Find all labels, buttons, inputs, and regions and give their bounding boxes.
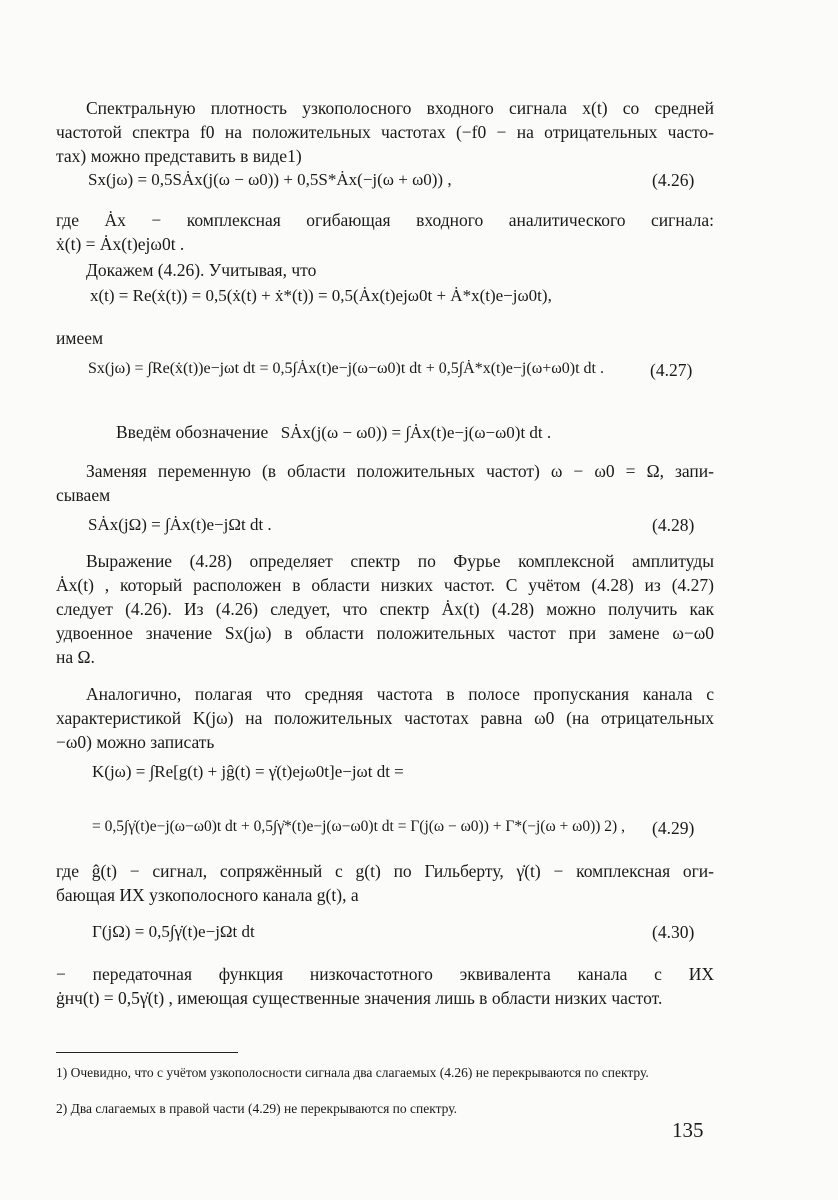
footnote-1: 1) Очевидно, что с учётом узкополосности сигнала два слагаемых (4.26) не перекрываются по спектру. [56,1065,649,1080]
paragraph-intro [56,96,714,168]
formula-definition: SȦx(j(ω − ω0)) = ∫Ȧx(t)e−j(ω−ω0)t dt . [280,423,552,442]
page-number: 135 [672,1118,704,1142]
formula-4-30: Γ(jΩ) = 0,5∫γ̇(t)e−jΩt dt [92,922,255,941]
text-line: ġнч(t) = 0,5γ̇(t) , имеющая существенные значения лишь в области низких частот. [56,988,663,1008]
text-line: сываем [56,485,111,505]
formula-4-28: SȦx(jΩ) = ∫Ȧx(t)e−jΩt dt . [88,515,272,534]
text-line: Спектральную плотность узкополосного входного сигнала x(t) со средней [86,98,714,118]
text-line: тах) можно представить в виде1) [56,146,302,166]
formula-4-29-line1: K(jω) = ∫Re[g(t) + jĝ(t) = γ̇(t)ejω0t]e−jωt dt = [92,762,404,781]
text-line: Ȧx(t) , который расположен в области низких частот. С учётом (4.28) из (4.27) [56,575,714,595]
text-line: удвоенное значение Sx(jω) в области положительных частот при замене ω−ω0 [56,623,714,643]
footnote-2: 2) Два слагаемых в правой части (4.29) не перекрываются по спектру. [56,1101,457,1116]
formula-4-26: Sx(jω) = 0,5SȦx(j(ω − ω0)) + 0,5S*Ȧx(−j(ω + ω0)) , [88,170,452,189]
text-line: −ω0) можно записать [56,732,215,752]
footnote-divider [56,1052,238,1053]
paragraph-we-have [56,326,714,350]
text-line: − передаточная функция низкочастотного эквивалента канала с ИХ [56,964,714,984]
text-line: Аналогично, полагая что средняя частота в полосе пропускания канала с [86,684,714,704]
equation-number-4-27: (4.27) [650,360,693,380]
text-line: Докажем (4.26). Учитывая, что [86,260,317,280]
formula-4-27: Sx(jω) = ∫Re(ẋ(t))e−jωt dt = 0,5∫Ȧx(t)e−j(ω−ω0)t dt + 0,5∫Ȧ*x(t)e−j(ω+ω0)t dt . [88,360,604,377]
text-line: где ĝ(t) − сигнал, сопряжённый с g(t) по Гильберту, γ̇(t) − комплексная оги- [56,861,714,881]
paragraph-hilbert [56,859,714,907]
equation-number-4-28: (4.28) [652,515,695,535]
equation-number-4-26: (4.26) [652,170,695,190]
text-line: Заменяя переменную (в области положительных частот) ω − ω0 = Ω, запи- [86,461,714,481]
text-line: на Ω. [56,647,95,667]
formula-4-29-line2: = 0,5∫γ̇(t)e−j(ω−ω0)t dt + 0,5∫γ̇*(t)e−j(ω−ω0)t dt = Γ(j(ω − ω0)) + Γ*(−j(ω + ω0)) 2) , [92,818,625,835]
paragraph-transfer-function [56,962,714,1010]
equation-number-4-29: (4.29) [652,818,695,838]
paragraph-proof [56,258,714,282]
text-line: ẋ(t) = Ȧx(t)ejω0t . [56,234,185,254]
text-line: Введём обозначение [116,422,269,442]
equation-number-4-30: (4.30) [652,922,695,942]
text-line: имеем [56,328,104,348]
paragraph-substitution [56,459,714,507]
text-line: где Ȧx − комплексная огибающая входного аналитического сигнала: [56,210,714,230]
text-line: характеристикой K(jω) на положительных частотах равна ω0 (на отрицательных [56,708,714,728]
paragraph-envelope-definition [56,208,714,256]
paragraph-notation [56,420,714,445]
text-line: следует (4.26). Из (4.26) следует, что спектр Ȧx(t) (4.28) можно получить как [56,599,714,619]
text-line: бающая ИХ узкополосного канала g(t), а [56,885,359,905]
formula-x-real: x(t) = Re(ẋ(t)) = 0,5(ẋ(t) + ẋ*(t)) = 0,5(Ȧx(t)ejω0t + Ȧ*x(t)e−jω0t), [90,286,552,305]
text-line: частотой спектра f0 на положительных частотах (−f0 − на отрицательных часто- [56,122,714,142]
paragraph-analogously [56,682,714,754]
paragraph-expression [56,549,714,669]
text-line: Выражение (4.28) определяет спектр по Фурье комплексной амплитуды [86,551,714,571]
